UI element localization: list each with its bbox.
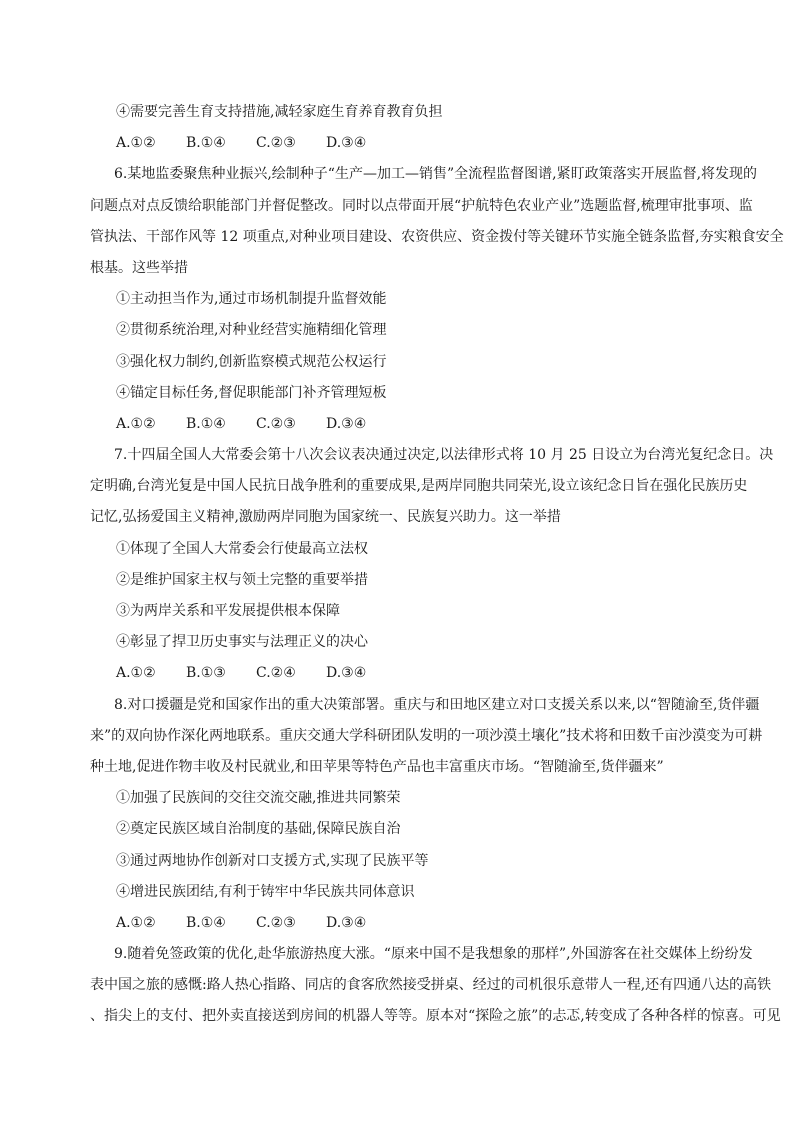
answer-option: ④锚定目标任务,督促职能部门补齐管理短板: [116, 384, 387, 401]
question-line: 问题点对点反馈给职能部门并督促整改。同时以点带面开展“护航特色农业产业”选题监督,梳理审批事项、监: [90, 197, 753, 214]
answer-option: ①加强了民族间的交往交流交融,推进共同繁荣: [116, 790, 401, 807]
question-line: 记忆,弘扬爱国主义精神,激励两岸同胞为国家统一、民族复兴助力。这一举措: [90, 509, 561, 526]
choice-c: C.②③: [256, 914, 296, 931]
choice-d: D.③④: [326, 914, 367, 931]
choice-c: C.②④: [256, 665, 296, 682]
choice-row: [90, 128, 720, 159]
question-line: 7.十四届全国人大常委会第十八次会议表决通过决定,以法律形式将 10 月 25 日设立为台湾光复纪念日。决: [114, 447, 774, 464]
choice-b: B.①④: [186, 415, 226, 432]
answer-option: ④增进民族团结,有利于铸牢中华民族共同体意识: [116, 883, 415, 900]
question-line: 表中国之旅的感慨:路人热心指路、同店的食客欣然接受拼桌、经过的司机很乐意带人一程,还有四通八达的高铁: [90, 977, 772, 994]
question-line: 根基。这些举措: [90, 259, 188, 276]
choice-b: B.①④: [186, 135, 226, 152]
answer-option: ④彰显了捍卫历史事实与法理正义的决心: [116, 634, 368, 651]
question-line: 8.对口援疆是党和国家作出的重大决策部署。重庆与和田地区建立对口支援关系以来,以“智随渝至,货伴疆: [114, 696, 760, 713]
choice-c: C.②③: [256, 415, 296, 432]
choice-a: A.①②: [116, 135, 156, 152]
question-line: 定明确,台湾光复是中国人民抗日战争胜利的重要成果,是两岸同胞共同荣光,设立该纪念日旨在强化民族历史: [90, 478, 748, 495]
answer-option: ②奠定民族区域自治制度的基础,保障民族自治: [116, 821, 401, 838]
choice-row: [90, 658, 720, 689]
choice-d: D.③④: [326, 665, 367, 682]
choice-a: A.①②: [116, 914, 156, 931]
question-9: [90, 939, 781, 1033]
question-line: 6.某地监委聚焦种业振兴,绘制种子“生产—加工—销售”全流程监督图谱,紧盯政策落实开展监督,将发现的: [114, 166, 758, 183]
choice-b: B.①④: [186, 914, 226, 931]
question-line: 管执法、干部作风等 12 项重点,对种业项目建设、农资供应、资金拨付等关键环节实施全链条监督,夯实粮食安全: [90, 228, 784, 245]
answer-option: ①体现了全国人大常委会行使最高立法权: [116, 540, 368, 557]
choice-a: A.①②: [116, 665, 156, 682]
answer-option: ③通过两地协作创新对口支援方式,实现了民族平等: [116, 852, 429, 869]
question-content: [90, 97, 784, 1033]
choice-a: A.①②: [116, 415, 156, 432]
answer-option: ①主动担当作为,通过市场机制提升监督效能: [116, 291, 387, 308]
choice-row: [90, 409, 720, 440]
choice-b: B.①③: [186, 665, 226, 682]
question-line: 9.随着免签政策的优化,赴华旅游热度大涨。“原来中国不是我想象的那样”,外国游客在社交媒体上纷纷发: [114, 946, 753, 963]
choice-c: C.②③: [256, 135, 296, 152]
answer-option: ④需要完善生育支持措施,减轻家庭生育养育教育负担: [116, 104, 443, 120]
question-8: [90, 690, 763, 784]
choice-d: D.③④: [326, 415, 367, 432]
answer-option: ②是维护国家主权与领土完整的重要举措: [116, 571, 368, 588]
question-6: [90, 159, 784, 284]
answer-option: ②贯彻系统治理,对种业经营实施精细化管理: [116, 322, 387, 339]
question-line: 种土地,促进作物丰收及村民就业,和田苹果等特色产品也丰富重庆市场。“智随渝至,货伴疆来”: [90, 758, 664, 775]
choice-d: D.③④: [326, 135, 367, 152]
answer-option: ③为两岸关系和平发展提供根本保障: [116, 603, 340, 619]
question-line: 、指尖上的支付、把外卖直接送到房间的机器人等等。原本对“探险之旅”的忐忑,转变成了各种各样的惊喜。可见: [90, 1008, 781, 1025]
answer-option: ③强化权力制约,创新监察模式规范公权运行: [116, 353, 387, 370]
choice-row: [90, 908, 720, 939]
question-line: 来”的双向协作深化两地联系。重庆交通大学科研团队发明的一项沙漠土壤化”技术将和田数千亩沙漠变为可耕: [90, 727, 763, 744]
question-7: [90, 440, 774, 534]
